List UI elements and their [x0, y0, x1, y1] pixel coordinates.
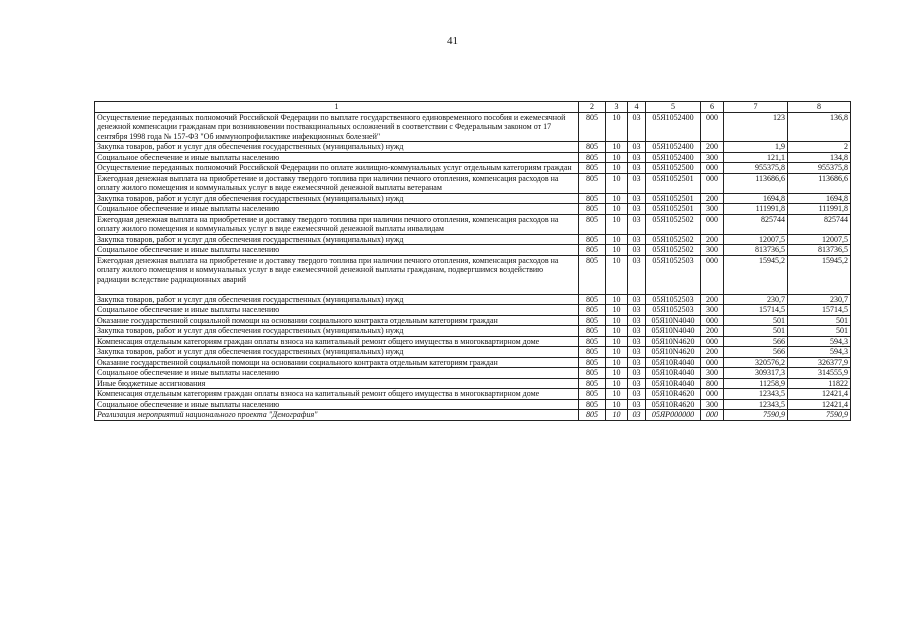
row-name-cell: Ежегодная денежная выплата на приобретение и доставку твердого топлива при наличии печного отопления, компенсация расходов на оплату жилого помещения и коммунальных услуг в виде ежемесячной денежной выплаты инвалидам [95, 214, 579, 234]
ministry-code-cell: 805 [579, 347, 606, 358]
amount-year1-cell: 955375,8 [724, 163, 788, 174]
row-name-cell: Компенсация отдельным категориям граждан оплаты взноса на капитальный ремонт общего имущества в многоквартирном доме [95, 336, 579, 347]
subsection-code-cell: 03 [628, 410, 646, 421]
target-article-cell: 05Я1052400 [646, 112, 701, 142]
row-name-cell: Ежегодная денежная выплата на приобретение и доставку твердого топлива при наличии печного отопления, компенсация расходов на оплату жилого помещения и коммунальных услуг в виде ежемесячной денежной выплаты ветеранам [95, 173, 579, 193]
amount-year1-cell: 501 [724, 315, 788, 326]
expense-type-cell: 300 [701, 152, 724, 163]
ministry-code-cell: 805 [579, 193, 606, 204]
section-code-cell: 10 [606, 193, 628, 204]
subsection-code-cell: 03 [628, 245, 646, 256]
header-cell: 7 [724, 102, 788, 113]
amount-year1-cell: 813736,5 [724, 245, 788, 256]
target-article-cell: 05Я10N4040 [646, 315, 701, 326]
target-article-cell: 05Я1052501 [646, 173, 701, 193]
row-name-cell: Закупка товаров, работ и услуг для обеспечения государственных (муниципальных) нужд [95, 347, 579, 358]
subsection-code-cell: 03 [628, 399, 646, 410]
expense-type-cell: 300 [701, 245, 724, 256]
expense-type-cell: 200 [701, 142, 724, 153]
target-article-cell: 05Я1052503 [646, 294, 701, 305]
ministry-code-cell: 805 [579, 336, 606, 347]
amount-year1-cell: 230,7 [724, 294, 788, 305]
target-article-cell: 05Я1052501 [646, 204, 701, 215]
row-name-cell: Закупка товаров, работ и услуг для обеспечения государственных (муниципальных) нужд [95, 193, 579, 204]
header-cell: 2 [579, 102, 606, 113]
section-code-cell: 10 [606, 245, 628, 256]
subsection-code-cell: 03 [628, 368, 646, 379]
expense-type-cell: 200 [701, 294, 724, 305]
subsection-code-cell: 03 [628, 163, 646, 174]
expense-type-cell: 800 [701, 378, 724, 389]
ministry-code-cell: 805 [579, 399, 606, 410]
ministry-code-cell: 805 [579, 255, 606, 294]
amount-year2-cell: 113686,6 [788, 173, 851, 193]
table-row [95, 357, 851, 368]
target-article-cell: 05Я1052503 [646, 255, 701, 294]
subsection-code-cell: 03 [628, 378, 646, 389]
ministry-code-cell: 805 [579, 234, 606, 245]
amount-year2-cell: 11822 [788, 378, 851, 389]
table-row [95, 112, 851, 142]
table-row [95, 368, 851, 379]
row-name-cell: Закупка товаров, работ и услуг для обеспечения государственных (муниципальных) нужд [95, 234, 579, 245]
section-code-cell: 10 [606, 389, 628, 400]
amount-year2-cell: 594,3 [788, 347, 851, 358]
table-row [95, 305, 851, 316]
table-row [95, 214, 851, 234]
section-code-cell: 10 [606, 214, 628, 234]
expense-type-cell: 000 [701, 255, 724, 294]
target-article-cell: 05Я1052500 [646, 163, 701, 174]
header-cell: 3 [606, 102, 628, 113]
expense-type-cell: 000 [701, 173, 724, 193]
row-name-cell: Социальное обеспечение и иные выплаты населению [95, 368, 579, 379]
table-row [95, 255, 851, 294]
section-code-cell: 10 [606, 368, 628, 379]
target-article-cell: 05Я10N4040 [646, 326, 701, 337]
row-name-cell: Социальное обеспечение и иные выплаты населению [95, 245, 579, 256]
amount-year1-cell: 566 [724, 336, 788, 347]
subsection-code-cell: 03 [628, 152, 646, 163]
row-name-cell: Компенсация отдельным категориям граждан оплаты взноса на капитальный ремонт общего имущества в многоквартирном доме [95, 389, 579, 400]
amount-year2-cell: 501 [788, 326, 851, 337]
subsection-code-cell: 03 [628, 326, 646, 337]
amount-year1-cell: 121,1 [724, 152, 788, 163]
ministry-code-cell: 805 [579, 245, 606, 256]
target-article-cell: 05Я10R4620 [646, 389, 701, 400]
table-row [95, 389, 851, 400]
section-code-cell: 10 [606, 112, 628, 142]
ministry-code-cell: 805 [579, 214, 606, 234]
ministry-code-cell: 805 [579, 368, 606, 379]
section-code-cell: 10 [606, 399, 628, 410]
amount-year2-cell: 2 [788, 142, 851, 153]
table-row [95, 347, 851, 358]
row-name-cell: Оказание государственной социальной помощи на основании социального контракта отдельным категориям граждан [95, 357, 579, 368]
amount-year2-cell: 501 [788, 315, 851, 326]
section-code-cell: 10 [606, 234, 628, 245]
amount-year1-cell: 501 [724, 326, 788, 337]
section-code-cell: 10 [606, 410, 628, 421]
subsection-code-cell: 03 [628, 204, 646, 215]
amount-year1-cell: 320576,2 [724, 357, 788, 368]
target-article-cell: 05Я1052503 [646, 305, 701, 316]
table-row [95, 315, 851, 326]
amount-year2-cell: 7590,9 [788, 410, 851, 421]
target-article-cell: 05Я10R4040 [646, 378, 701, 389]
amount-year2-cell: 15945,2 [788, 255, 851, 294]
row-name-cell: Социальное обеспечение и иные выплаты населению [95, 152, 579, 163]
section-code-cell: 10 [606, 152, 628, 163]
amount-year2-cell: 594,3 [788, 336, 851, 347]
amount-year2-cell: 15714,5 [788, 305, 851, 316]
section-code-cell: 10 [606, 142, 628, 153]
target-article-cell: 05Я1052502 [646, 245, 701, 256]
table-row [95, 326, 851, 337]
ministry-code-cell: 805 [579, 294, 606, 305]
amount-year1-cell: 123 [724, 112, 788, 142]
amount-year1-cell: 566 [724, 347, 788, 358]
amount-year1-cell: 1694,8 [724, 193, 788, 204]
table-row [95, 294, 851, 305]
budget-table [94, 101, 851, 421]
amount-year2-cell: 230,7 [788, 294, 851, 305]
section-code-cell: 10 [606, 326, 628, 337]
subsection-code-cell: 03 [628, 389, 646, 400]
section-code-cell: 10 [606, 336, 628, 347]
subsection-code-cell: 03 [628, 234, 646, 245]
amount-year2-cell: 1694,8 [788, 193, 851, 204]
subsection-code-cell: 03 [628, 255, 646, 294]
row-name-cell: Социальное обеспечение и иные выплаты населению [95, 399, 579, 410]
subsection-code-cell: 03 [628, 294, 646, 305]
table-row [95, 173, 851, 193]
amount-year1-cell: 11258,9 [724, 378, 788, 389]
section-code-cell: 10 [606, 173, 628, 193]
header-cell: 6 [701, 102, 724, 113]
expense-type-cell: 000 [701, 112, 724, 142]
section-code-cell: 10 [606, 305, 628, 316]
header-cell: 8 [788, 102, 851, 113]
subsection-code-cell: 03 [628, 357, 646, 368]
amount-year2-cell: 111991,8 [788, 204, 851, 215]
row-name-cell: Реализация мероприятий национального проекта "Демография" [95, 410, 579, 421]
expense-type-cell: 000 [701, 214, 724, 234]
target-article-cell: 05Я1052501 [646, 193, 701, 204]
ministry-code-cell: 805 [579, 326, 606, 337]
subsection-code-cell: 03 [628, 305, 646, 316]
amount-year1-cell: 113686,6 [724, 173, 788, 193]
ministry-code-cell: 805 [579, 315, 606, 326]
ministry-code-cell: 805 [579, 152, 606, 163]
amount-year2-cell: 134,8 [788, 152, 851, 163]
table-row [95, 163, 851, 174]
subsection-code-cell: 03 [628, 173, 646, 193]
target-article-cell: 05Я10R4040 [646, 368, 701, 379]
section-code-cell: 10 [606, 294, 628, 305]
expense-type-cell: 000 [701, 389, 724, 400]
amount-year1-cell: 12343,5 [724, 399, 788, 410]
table-row [95, 193, 851, 204]
ministry-code-cell: 805 [579, 204, 606, 215]
target-article-cell: 05Я10N4620 [646, 347, 701, 358]
row-name-cell: Ежегодная денежная выплата на приобретение и доставку твердого топлива при наличии печного отопления, компенсация расходов на оплату жилого помещения и коммунальных услуг в виде ежемесячной денежной выплаты гражданам, подвергшимся воздействию радиации вследствие радиационных аварий [95, 255, 579, 294]
expense-type-cell: 200 [701, 326, 724, 337]
row-name-cell: Осуществление переданных полномочий Российской Федерации по выплате государственного единовременного пособия и ежемесячной денежной компенсации гражданам при возникновении поствакцинальных осложнений в соответствии с Федеральным законом от 17 сентября 1998 года № 157-ФЗ "Об иммунопрофилактике инфекционных болезней" [95, 112, 579, 142]
target-article-cell: 05Я10R4620 [646, 399, 701, 410]
page-number: 41 [447, 35, 458, 47]
expense-type-cell: 200 [701, 193, 724, 204]
subsection-code-cell: 03 [628, 112, 646, 142]
amount-year1-cell: 7590,9 [724, 410, 788, 421]
amount-year2-cell: 314555,9 [788, 368, 851, 379]
expense-type-cell: 200 [701, 347, 724, 358]
subsection-code-cell: 03 [628, 315, 646, 326]
ministry-code-cell: 805 [579, 112, 606, 142]
table-row [95, 378, 851, 389]
expense-type-cell: 000 [701, 315, 724, 326]
section-code-cell: 10 [606, 204, 628, 215]
row-name-cell: Закупка товаров, работ и услуг для обеспечения государственных (муниципальных) нужд [95, 142, 579, 153]
table-header-row [95, 102, 851, 113]
subsection-code-cell: 03 [628, 347, 646, 358]
amount-year1-cell: 111991,8 [724, 204, 788, 215]
header-cell: 1 [95, 102, 579, 113]
expense-type-cell: 300 [701, 368, 724, 379]
section-code-cell: 10 [606, 347, 628, 358]
amount-year1-cell: 1,9 [724, 142, 788, 153]
amount-year2-cell: 813736,5 [788, 245, 851, 256]
amount-year1-cell: 309317,3 [724, 368, 788, 379]
section-code-cell: 10 [606, 357, 628, 368]
ministry-code-cell: 805 [579, 142, 606, 153]
expense-type-cell: 000 [701, 357, 724, 368]
ministry-code-cell: 805 [579, 378, 606, 389]
amount-year1-cell: 12007,5 [724, 234, 788, 245]
table-row [95, 234, 851, 245]
target-article-cell: 05ЯP000000 [646, 410, 701, 421]
target-article-cell: 05Я1052400 [646, 142, 701, 153]
ministry-code-cell: 805 [579, 305, 606, 316]
subsection-code-cell: 03 [628, 142, 646, 153]
ministry-code-cell: 805 [579, 163, 606, 174]
expense-type-cell: 300 [701, 399, 724, 410]
amount-year1-cell: 12343,5 [724, 389, 788, 400]
expense-type-cell: 200 [701, 234, 724, 245]
amount-year2-cell: 12421,4 [788, 399, 851, 410]
amount-year1-cell: 15945,2 [724, 255, 788, 294]
ministry-code-cell: 805 [579, 389, 606, 400]
section-code-cell: 10 [606, 163, 628, 174]
ministry-code-cell: 805 [579, 357, 606, 368]
amount-year1-cell: 825744 [724, 214, 788, 234]
table-row [95, 204, 851, 215]
target-article-cell: 05Я10N4620 [646, 336, 701, 347]
section-code-cell: 10 [606, 255, 628, 294]
target-article-cell: 05Я1052502 [646, 234, 701, 245]
subsection-code-cell: 03 [628, 193, 646, 204]
expense-type-cell: 000 [701, 410, 724, 421]
ministry-code-cell: 805 [579, 410, 606, 421]
section-code-cell: 10 [606, 315, 628, 326]
header-cell: 5 [646, 102, 701, 113]
amount-year2-cell: 825744 [788, 214, 851, 234]
amount-year2-cell: 955375,8 [788, 163, 851, 174]
row-name-cell: Закупка товаров, работ и услуг для обеспечения государственных (муниципальных) нужд [95, 326, 579, 337]
expense-type-cell: 300 [701, 204, 724, 215]
table-row [95, 142, 851, 153]
table-row [95, 410, 851, 421]
amount-year1-cell: 15714,5 [724, 305, 788, 316]
target-article-cell: 05Я10R4040 [646, 357, 701, 368]
amount-year2-cell: 12421,4 [788, 389, 851, 400]
subsection-code-cell: 03 [628, 336, 646, 347]
row-name-cell: Осуществление переданных полномочий Российской Федерации по оплате жилищно-коммунальных услуг отдельным категориям граждан [95, 163, 579, 174]
amount-year2-cell: 326377,9 [788, 357, 851, 368]
section-code-cell: 10 [606, 378, 628, 389]
expense-type-cell: 300 [701, 305, 724, 316]
target-article-cell: 05Я1052502 [646, 214, 701, 234]
amount-year2-cell: 136,8 [788, 112, 851, 142]
row-name-cell: Социальное обеспечение и иные выплаты населению [95, 305, 579, 316]
expense-type-cell: 000 [701, 163, 724, 174]
table-row [95, 245, 851, 256]
expense-type-cell: 000 [701, 336, 724, 347]
table-row [95, 152, 851, 163]
table-row [95, 336, 851, 347]
header-cell: 4 [628, 102, 646, 113]
subsection-code-cell: 03 [628, 214, 646, 234]
row-name-cell: Оказание государственной социальной помощи на основании социального контракта отдельным категориям граждан [95, 315, 579, 326]
ministry-code-cell: 805 [579, 173, 606, 193]
row-name-cell: Социальное обеспечение и иные выплаты населению [95, 204, 579, 215]
amount-year2-cell: 12007,5 [788, 234, 851, 245]
row-name-cell: Закупка товаров, работ и услуг для обеспечения государственных (муниципальных) нужд [95, 294, 579, 305]
table-row [95, 399, 851, 410]
target-article-cell: 05Я1052400 [646, 152, 701, 163]
row-name-cell: Иные бюджетные ассигнования [95, 378, 579, 389]
